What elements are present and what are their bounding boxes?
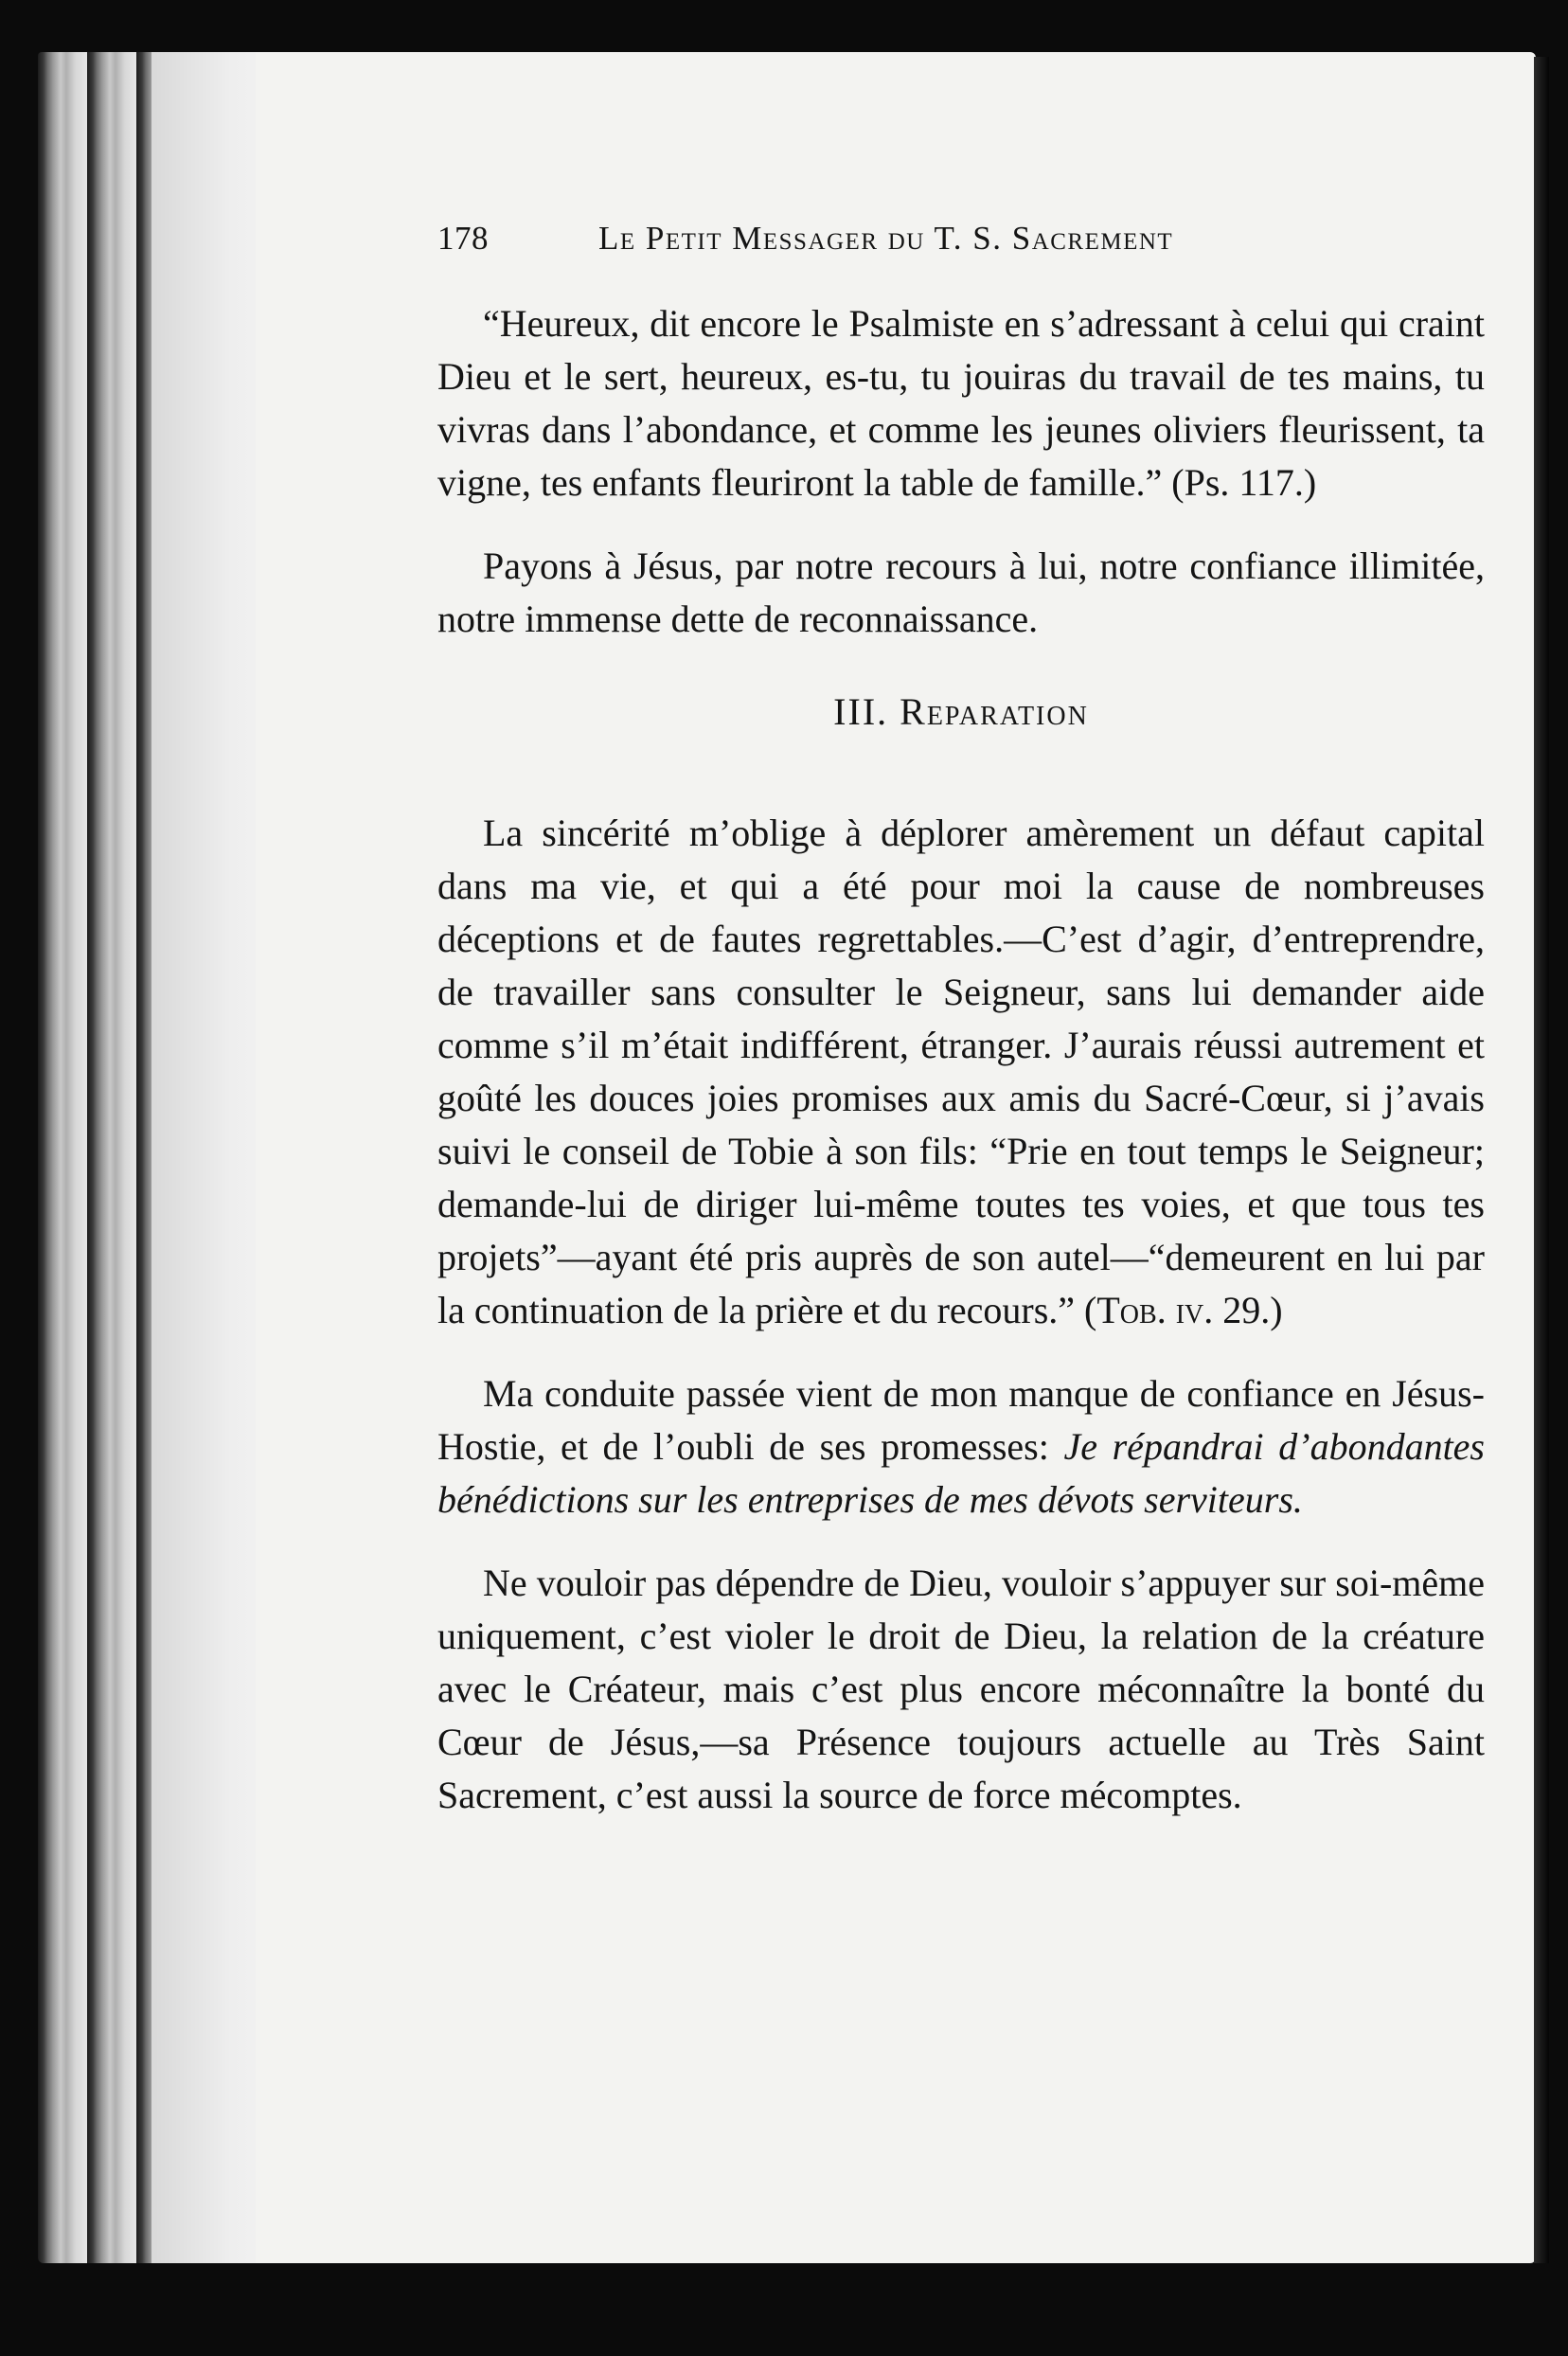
promise-quote: Je répandrai d’abondantes bénédictions sur les entreprises de mes dévots serviteurs.: [437, 1425, 1485, 1521]
scripture-reference: (Tob. iv. 29.): [1084, 1289, 1283, 1331]
section-heading: [437, 686, 1485, 739]
paragraph-sincerite-text: La sincérité m’oblige à déplorer amèrement un défaut capital dans ma vie, et qui a été pour moi la cause de nombreuses déceptions et de fautes regrettables.—C’est d’agir, d’entreprendre, de travailler sans consulter le Seigneur, sans lui demander aide comme s’il m’était indifférent, étranger. J’aurais réussi autrement et goûté les douces joies promises aux amis du Sacré-Cœur, si j’avais suivi le conseil de Tobie à son fils: “Prie en tout temps le Seigneur; demande-lui de diriger lui-même toutes tes voies, et que tous tes projets”—ayant été pris auprès de son autel—“demeurent en lui par la continuation de la prière et du recours.”: [437, 812, 1485, 1331]
paragraph-conduite-text: Ma conduite passée vient de mon manque de confiance en Jésus-Hostie, et de l’oubli de ses promesses:: [437, 1372, 1485, 1468]
page-number: 178: [437, 220, 489, 257]
running-head-title: Le Petit Messager du T. S. Sacrement: [598, 220, 1174, 257]
running-head: [437, 220, 1485, 265]
paragraph-ne-vouloir: Ne vouloir pas dépendre de Dieu, vouloir s’appuyer sur soi-même uniquement, c’est violer le droit de Dieu, la relation de la créature avec le Créateur, mais c’est plus encore méconnaître la bonté du Cœur de Jésus,—sa Présence toujours actuelle au Très Saint Sacrement, c’est aussi la source de force mécomptes.: [437, 1562, 1485, 1816]
section-numeral: III.: [833, 690, 889, 733]
paragraph-sincerite: [437, 807, 1485, 1337]
page-text: [437, 220, 1485, 1822]
paragraph-conduite: [437, 1367, 1485, 1526]
paragraph-payons: Payons à Jésus, par notre recours à lui, notre confiance illimitée, notre immense dette de reconnaissance.: [437, 544, 1485, 640]
page-edges: [38, 52, 284, 2263]
section-title: Reparation: [900, 690, 1089, 733]
page-gutter-shadow: [1534, 57, 1549, 2263]
paragraph-psalm-quote: “Heureux, dit encore le Psalmiste en s’adressant à celui qui craint Dieu et le sert, heureux, es-tu, tu jouiras du travail de tes mains, tu vivras dans l’abondance, et comme les jeunes oliviers fleurissent, ta vigne, tes enfants fleuriront la table de famille.” (Ps. 117.): [437, 302, 1485, 504]
